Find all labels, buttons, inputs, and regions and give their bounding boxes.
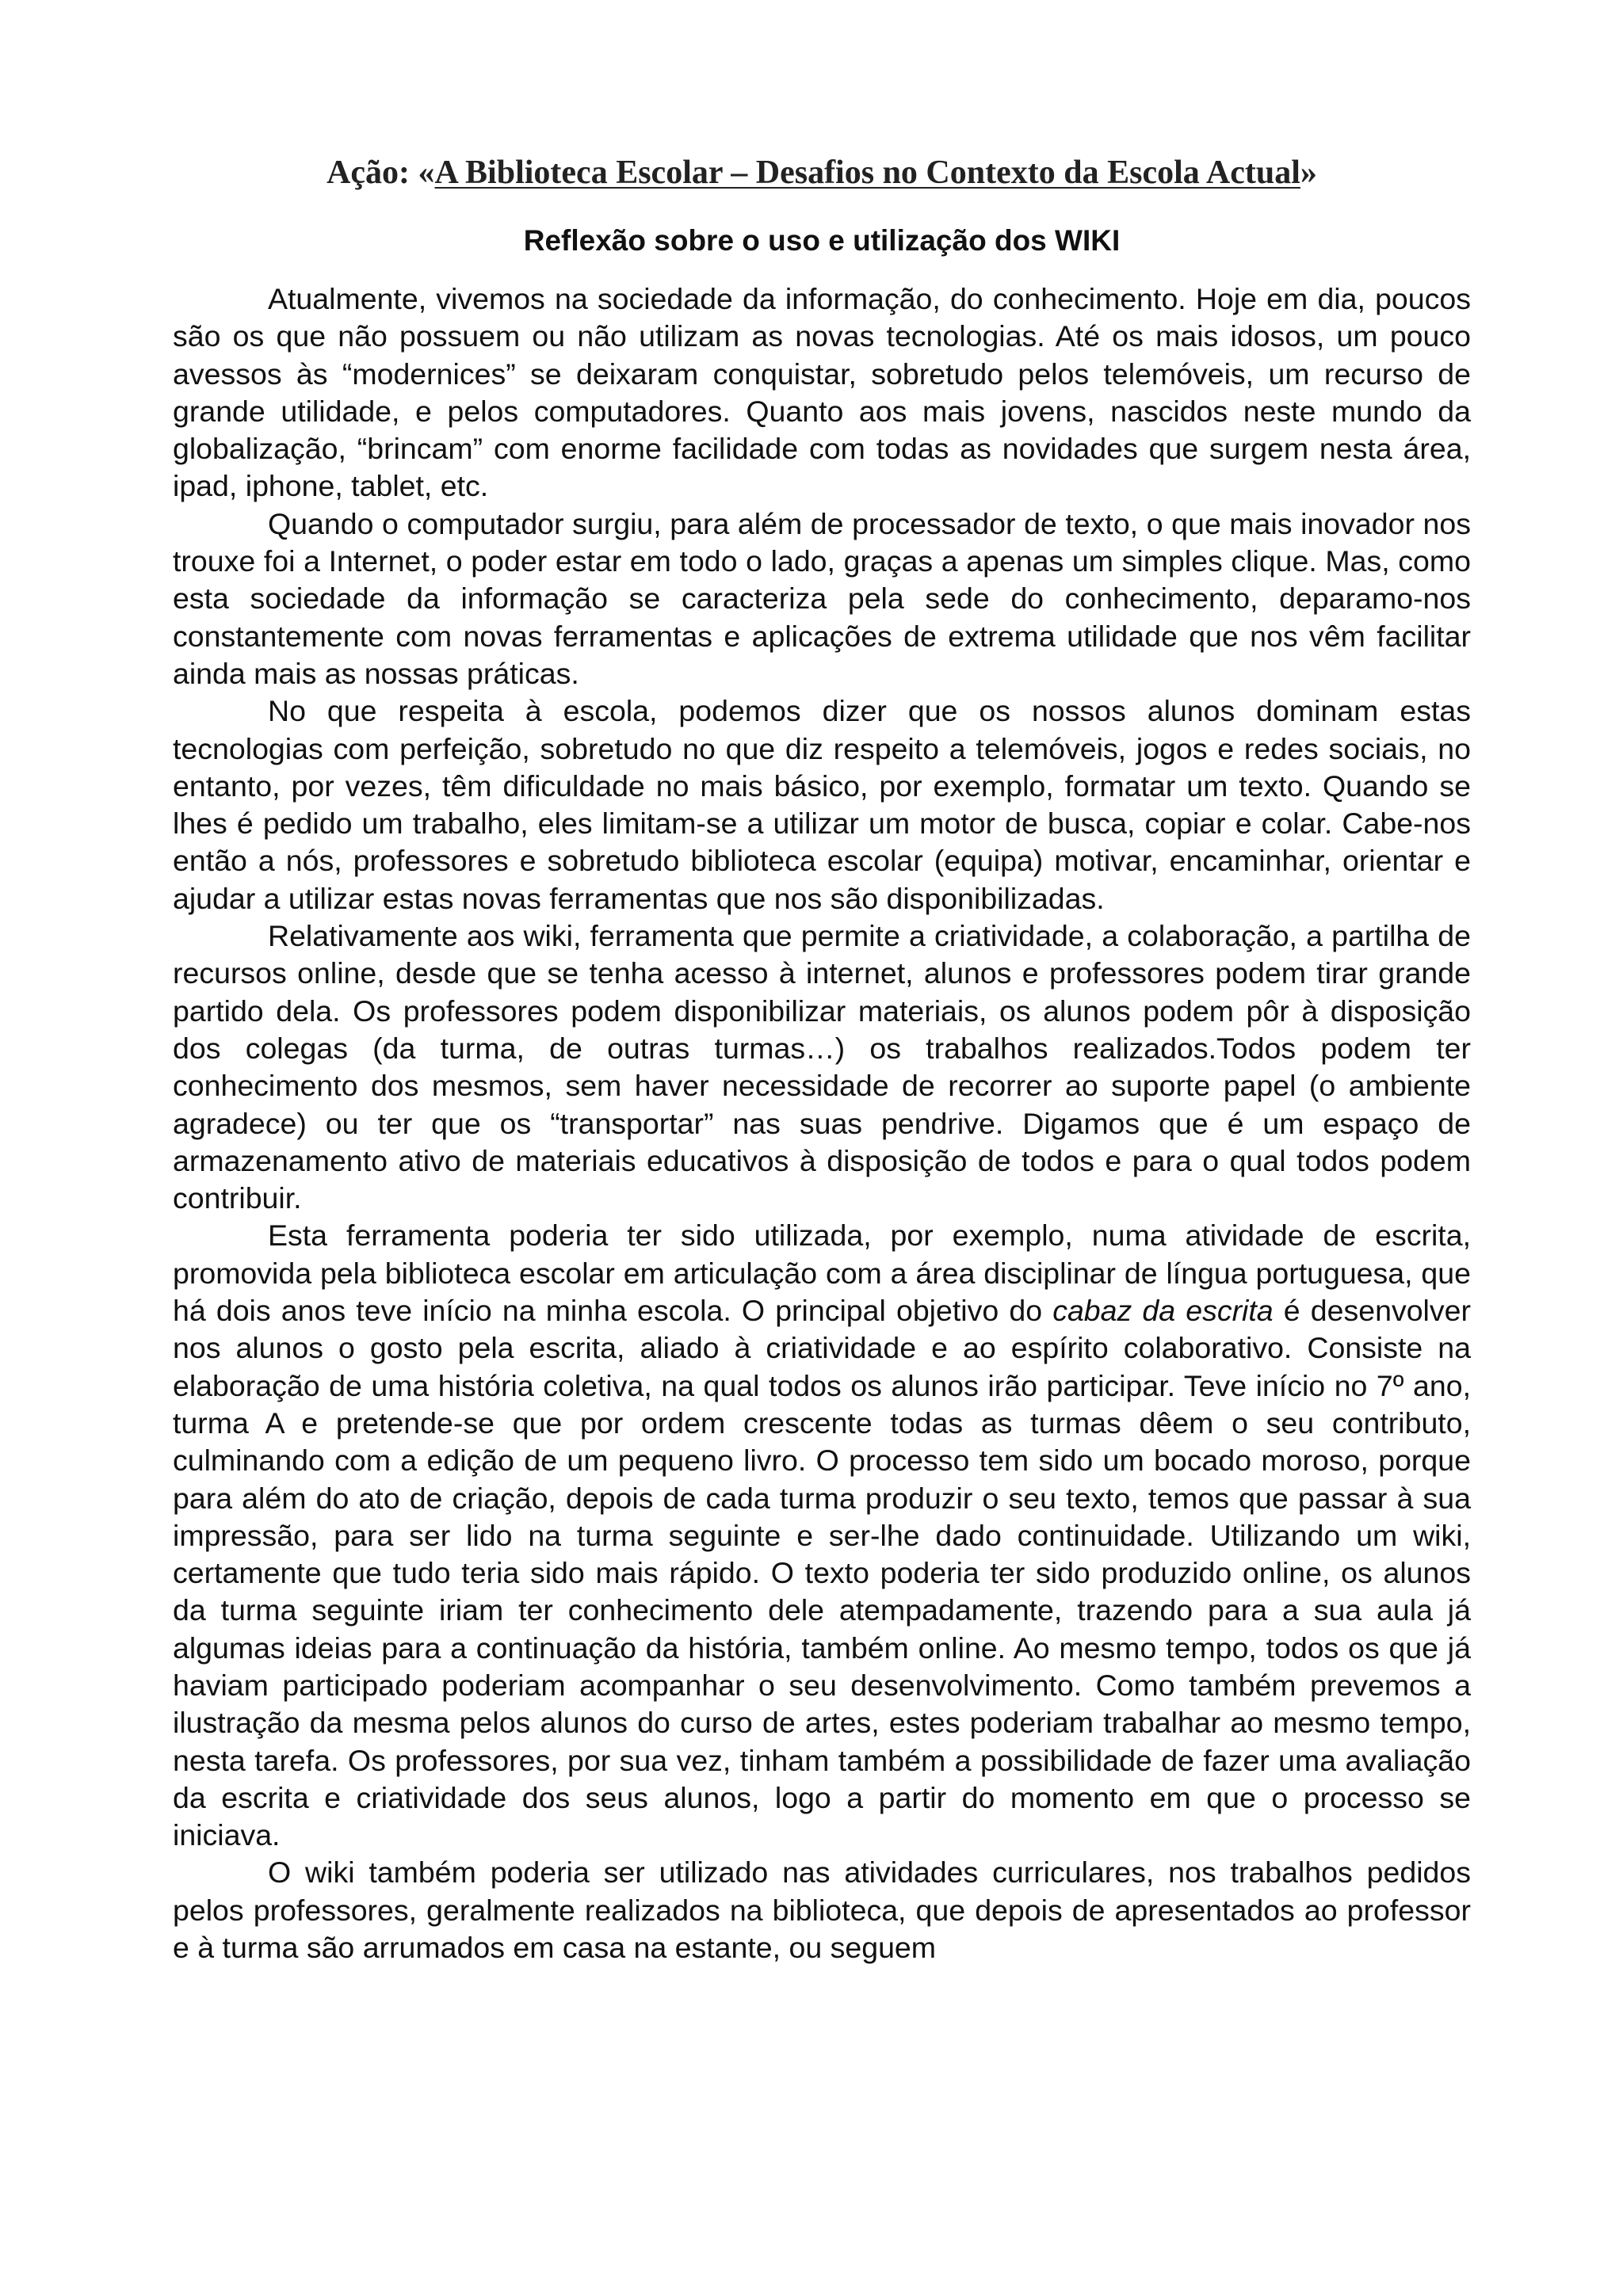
document-subtitle: Reflexão sobre o uso e utilização dos WIKI: [523, 224, 1121, 257]
paragraph-4: Relativamente aos wiki, ferramenta que permite a criatividade, a colaboração, a partilha de recursos online, desde que se tenha acesso à internet, alunos e professores podem tirar grande partido dela. Os professores podem disponibilizar materiais, os alunos podem pôr à disposição dos colegas (da turma, de outras turmas…) os trabalhos realizados.Todos podem ter conhecimento dos mesmos, sem haver necessidade de recorrer ao suporte papel (o ambiente agradece) ou ter que os “transportar” nas suas pendrive. Digamos que é um espaço de armazenamento ativo de materiais educativos à disposição de todos e para o qual todos podem contribuir.: [173, 919, 1471, 1215]
paragraph-5: [173, 1217, 1471, 1854]
paragraph-6: O wiki também poderia ser utilizado nas atividades curriculares, nos trabalhos pedidos pelos professores, geralmente realizados na biblioteca, que depois de apresentados ao professor e à turma são arrumados em casa na estante, ou seguem: [173, 1855, 1471, 1965]
document-page: [173, 149, 1471, 1966]
paragraph-2: Quando o computador surgiu, para além de processador de texto, o que mais inovador nos trouxe foi a Internet, o poder estar em todo o lado, graças a apenas um simples clique. Mas, como esta sociedade da informação se caracteriza pela sede do conhecimento, deparamo-nos constantemente com novas ferramentas e aplicações de extrema utilidade que nos vêm facilitar ainda mais as nossas práticas.: [173, 506, 1471, 690]
paragraph-5-emphasis: cabaz da escrita: [1052, 1294, 1274, 1328]
title-prefix: Ação: «: [327, 154, 435, 191]
title-suffix: »: [1300, 154, 1317, 191]
document-title: [173, 149, 1471, 196]
paragraph-3: No que respeita à escola, podemos dizer que os nossos alunos dominam estas tecnologias com perfeição, sobretudo no que diz respeito a telemóveis, jogos e redes sociais, no entanto, por vezes, têm dificuldade no mais básico, por exemplo, formatar um texto. Quando se lhes é pedido um trabalho, eles limitam-se a utilizar um motor de busca, copiar e colar. Cabe-nos então a nós, professores e sobretudo biblioteca escolar (equipa) motivar, encaminhar, orientar e ajudar a utilizar estas novas ferramentas que nos são disponibilizadas.: [173, 694, 1471, 915]
paragraph-5-text-before: Esta ferramenta poderia ter sido utilizada, por exemplo, numa atividade de escrita, promovida pela biblioteca escolar em articulação com a área disciplinar de língua portuguesa, que há dois anos teve início na minha escola. O principal objetivo do: [173, 1219, 1471, 1328]
paragraph-1: Atualmente, vivemos na sociedade da informação, do conhecimento. Hoje em dia, poucos são os que não possuem ou não utilizam as novas tecnologias. Até os mais idosos, um pouco avessos às “modernices” se deixaram conquistar, sobretudo pelos telemóveis, um recurso de grande utilidade, e pelos computadores. Quanto aos mais jovens, nascidos neste mundo da globalização, “brincam” com enorme facilidade com todas as novidades que surgem nesta área, ipad, iphone, tablet, etc.: [173, 282, 1471, 503]
title-main: A Biblioteca Escolar – Desafios no Contexto da Escola Actual: [434, 154, 1300, 191]
paragraph-5-text-after: é desenvolver nos alunos o gosto pela escrita, aliado à criatividade e ao espírito colaborativo. Consiste na elaboração de uma história coletiva, na qual todos os alunos irão participar. Teve início no 7º ano, turma A e pretende-se que por ordem crescente todas as turmas dêem o seu contributo, culminando com a edição de um pequeno livro. O processo tem sido um bocado moroso, porque para além do ato de criação, depois de cada turma produzir o seu texto, temos que passar à sua impressão, para ser lido na turma seguinte e ser-lhe dado continuidade. Utilizando um wiki, certamente que tudo teria sido mais rápido. O texto poderia ter sido produzido online, os alunos da turma seguinte iriam ter conhecimento dele atempadamente, trazendo para a sua aula já algumas ideias para a continuação da história, também online. Ao mesmo tempo, todos os que já haviam participado poderiam acompanhar o seu desenvolvimento. Como também prevemos a ilustração da mesma pelos alunos do curso de artes, estes poderiam trabalhar ao mesmo tempo, nesta tarefa. Os professores, por sua vez, tinham também a possibilidade de fazer uma avaliação da escrita e criatividade dos seus alunos, logo a partir do momento em que o processo se iniciava.: [173, 1294, 1471, 1852]
